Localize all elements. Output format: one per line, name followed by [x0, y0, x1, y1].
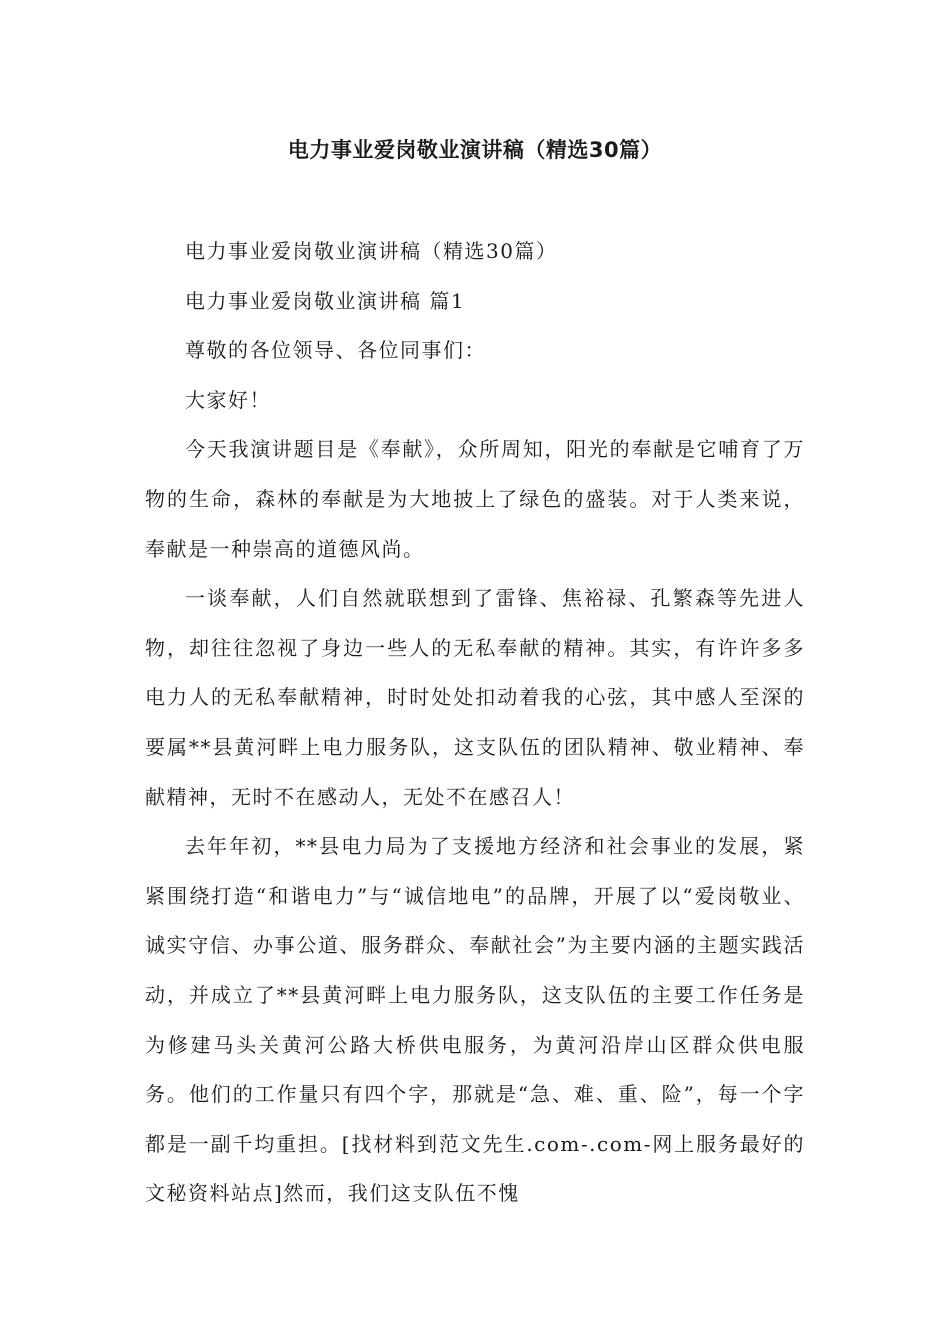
paragraph-body: 去年年初，**县电力局为了支援地方经济和社会事业的发展，紧紧围绕打造“和谐电力”与“诚信地电”的品牌，开展了以“爱岗敬业、诚实守信、办事公道、服务群众、奉献社会”为主要内涵的主题实践活动，并成立了**县黄河畔上电力服务队，这支队伍的主要工作任务是为修建马头关黄河公路大桥供电服务，为黄河沿岸山区群众供电服务。他们的工作量只有四个字，那就是“急、难、重、险”，每一个字都是一副千均重担。[找材料到范文先生.com-.com-网上服务最好的文秘资料站点]然而，我们这支队伍不愧 [145, 834, 805, 1206]
paragraph-subtitle: 电力事业爱岗敬业演讲稿（精选30篇） [185, 239, 558, 263]
paragraph-salutation: 尊敬的各位领导、各位同事们： [185, 338, 486, 363]
paragraph-body: 今天我演讲题目是《奉献》，众所周知，阳光的奉献是它哺育了万物的生命，森林的奉献是为大地披上了绿色的盛装。对于人类来说，奉献是一种崇高的道德风尚。 [145, 437, 805, 561]
document-body [145, 227, 805, 1219]
paragraph-body: 一谈奉献，人们自然就联想到了雷锋、焦裕禄、孔繁森等先进人物，却往往忽视了身边一些人的无私奉献的精神。其实，有许许多多电力人的无私奉献精神，时时处处扣动着我的心弦，其中感人至深的要属**县黄河畔上电力服务队，这支队伍的团队精神、敬业精神、奉献精神，无时不在感动人，无处不在感召人！ [145, 586, 805, 809]
paragraph-section-heading: 电力事业爱岗敬业演讲稿 篇1 [185, 288, 466, 313]
document-title: 电力事业爱岗敬业演讲稿（精选30篇） [287, 138, 663, 162]
paragraph-greeting: 大家好！ [185, 387, 271, 412]
